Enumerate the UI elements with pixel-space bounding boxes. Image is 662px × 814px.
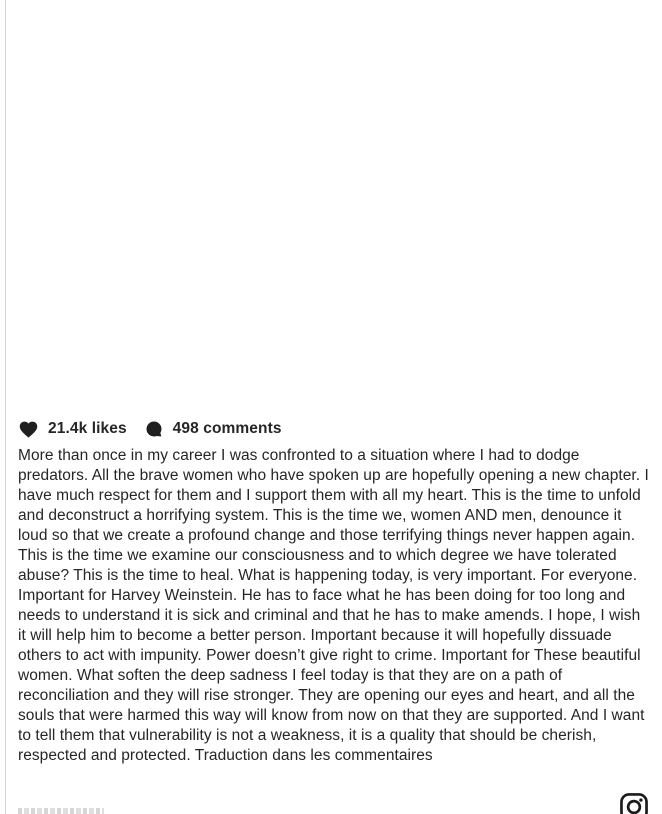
comments-count: 498 comments — [172, 420, 282, 437]
post-image-area[interactable] — [6, 0, 662, 398]
heart-icon — [18, 419, 39, 440]
engagement-row — [18, 418, 282, 440]
comment-icon — [144, 419, 164, 439]
likes-count: 21.4k likes — [48, 420, 127, 437]
post-caption: More than once in my career I was confronted to a situation where I had to dodge predators. All the brave women who have spoken up are hopefully opening a new chapter. I have much respect for them and I support them with all my heart. This is the time to unfold and deconstruct a horrifying system. This is the time we, women AND men, denounce it loud so that we create a profound change and those terrifying things never happen again. This is the time we examine our consciousness and to which degree we have tolerated abuse? This is the time to heal. What is happening today, is very important. For everyone. Important for Harvey Weinstein. He has to face what he has been doing for too long and needs to understand it is sick and criminal and that he has to make amends. I hope, I wish it will help him to become a better person. Important because it will hopefully dissuade others to act with impunity. Power doesn’t give right to crime. Important for These beautiful women. What soften the deep sadness I feel today is that they are on a path of reconciliation and they will rise stronger. They are opening our eyes and heart, and all the souls that were harmed this way will know from now on that they are supported. And I want to tell them that vulnerability is not a weakness, it is a quality that should be cherish, respected and protected. Traduction dans les commentaires — [18, 447, 649, 764]
truncated-bottom-text — [18, 808, 104, 814]
instagram-icon[interactable] — [618, 791, 650, 814]
